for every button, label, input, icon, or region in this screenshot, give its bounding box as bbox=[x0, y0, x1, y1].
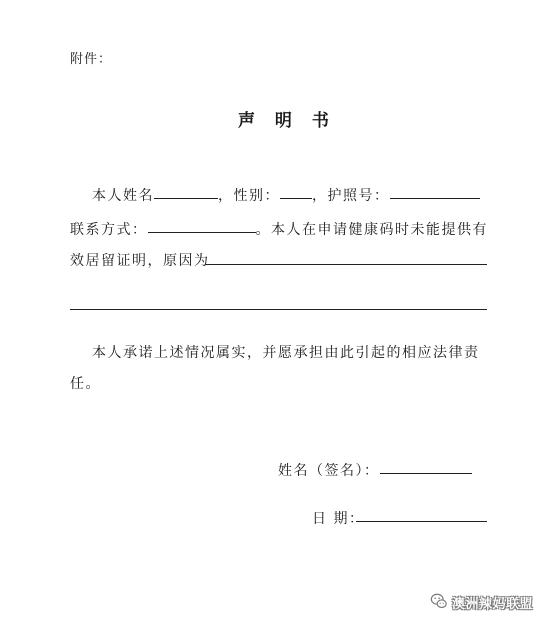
gender-label: ，性别： bbox=[218, 188, 280, 204]
name-blank[interactable] bbox=[154, 198, 218, 199]
reason-blank[interactable] bbox=[205, 264, 487, 265]
contact-label: 联系方式： bbox=[70, 222, 148, 238]
gender-blank[interactable] bbox=[280, 198, 312, 199]
commitment-line-1: 本人承诺上述情况属实，并愿承担由此引起的相应法律责 bbox=[92, 345, 480, 361]
name-label: 本人姓名 bbox=[92, 188, 154, 204]
document-title: 声 明 书 bbox=[238, 111, 336, 131]
date-label: 日 期： bbox=[312, 511, 365, 527]
line-1 bbox=[92, 185, 480, 205]
reason-blank-continued[interactable] bbox=[70, 309, 487, 310]
date-blank[interactable] bbox=[356, 521, 487, 522]
signature-blank[interactable] bbox=[380, 473, 472, 474]
attachment-label: 附件： bbox=[70, 52, 113, 67]
signature-label: 姓名（签名）： bbox=[278, 463, 380, 479]
reason-label: 效居留证明，原因为 bbox=[70, 253, 210, 269]
line-3 bbox=[70, 250, 210, 270]
line-2-text: 。本人在申请健康码时未能提供有 bbox=[255, 222, 488, 238]
watermark-text: 澳洲辣妈联盟 bbox=[452, 597, 534, 612]
line-2 bbox=[70, 219, 488, 239]
wechat-icon bbox=[430, 592, 448, 610]
signature-row bbox=[278, 460, 472, 480]
contact-blank[interactable] bbox=[148, 232, 256, 233]
commitment-line-2: 任。 bbox=[70, 376, 101, 392]
passport-label: ，护照号： bbox=[312, 188, 390, 204]
passport-blank[interactable] bbox=[390, 198, 480, 199]
